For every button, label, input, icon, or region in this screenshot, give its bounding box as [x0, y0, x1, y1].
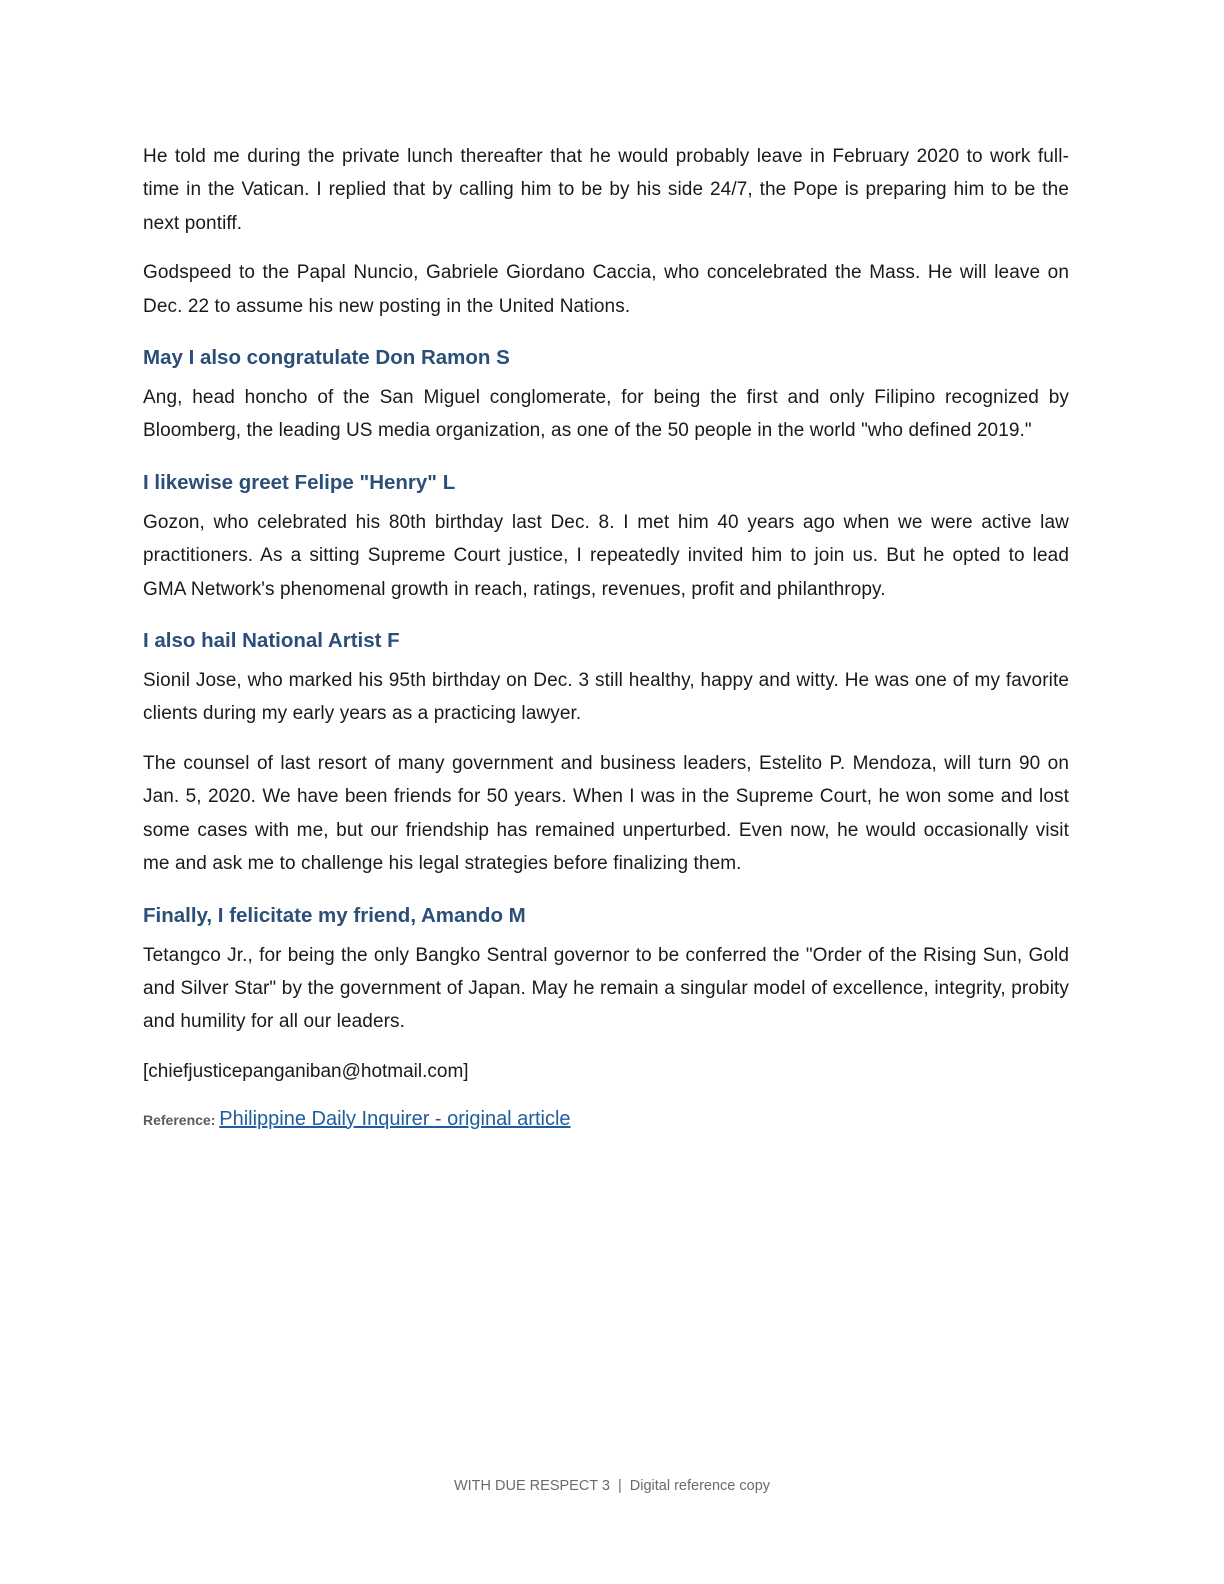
section-heading-amando-tetangco: Finally, I felicitate my friend, Amando M: [143, 903, 526, 927]
footer-separator: |: [618, 1478, 622, 1494]
reference-link[interactable]: Philippine Daily Inquirer - original article: [219, 1107, 571, 1130]
section-heading-henry-gozon: I likewise greet Felipe "Henry" L: [143, 470, 456, 494]
paragraph-estelito-mendoza: The counsel of last resort of many government and business leaders, Estelito P. Mendoza, will turn 90 on Jan. 5, 2020. We have been friends for 50 years. When I was in the Supreme Court, he won some and lost some cases with me, but our friendship has remained unperturbed. Even now, he would occasionally visit me and ask me to challenge his legal strategies before finalizing them.: [143, 752, 1069, 875]
footer-note: Digital reference copy: [629, 1478, 771, 1494]
page-footer: [0, 1478, 1224, 1494]
reference-label: Reference:: [143, 1111, 216, 1128]
reference-line: [143, 1104, 1069, 1135]
section-heading-sionil-jose: I also hail National Artist F: [143, 629, 400, 653]
paragraph-lunch: He told me during the private lunch thereafter that he would probably leave in February 2020 to work full-time in the Vatican. I replied that by calling him to be by his side 24/7, the Pope is preparing him to be the next pontiff.: [143, 146, 1069, 234]
author-email: [chiefjusticepanganiban@hotmail.com]: [143, 1060, 469, 1082]
footer-title: WITH DUE RESPECT 3: [453, 1478, 610, 1494]
paragraph-sionil-jose: Sionil Jose, who marked his 95th birthday on Dec. 3 still healthy, happy and witty. He was one of my favorite clients during my early years as a practicing lawyer.: [143, 670, 1069, 725]
paragraph-henry-gozon: Gozon, who celebrated his 80th birthday last Dec. 8. I met him 40 years ago when we were active law practitioners. As a sitting Supreme Court justice, I repeatedly invited him to join us. But he opted to lead GMA Network's phenomenal growth in reach, ratings, revenues, profit and philanthropy.: [143, 511, 1069, 600]
paragraph-amando-tetangco: Tetangco Jr., for being the only Bangko Sentral governor to be conferred the "Order of the Rising Sun, Gold and Silver Star" by the government of Japan. May he remain a singular model of excellence, integrity, probity and humility for all our leaders.: [143, 944, 1069, 1033]
article-body: [143, 140, 1069, 1135]
paragraph-ramon-ang: Ang, head honcho of the San Miguel conglomerate, for being the first and only Filipino recognized by Bloomberg, the leading US media organization, as one of the 50 people in the world "who defined 2019.": [143, 387, 1069, 442]
section-heading-ramon-ang: May I also congratulate Don Ramon S: [143, 346, 510, 370]
paragraph-nuncio: Godspeed to the Papal Nuncio, Gabriele Giordano Caccia, who concelebrated the Mass. He will leave on Dec. 22 to assume his new posting in the United Nations.: [143, 262, 1069, 317]
